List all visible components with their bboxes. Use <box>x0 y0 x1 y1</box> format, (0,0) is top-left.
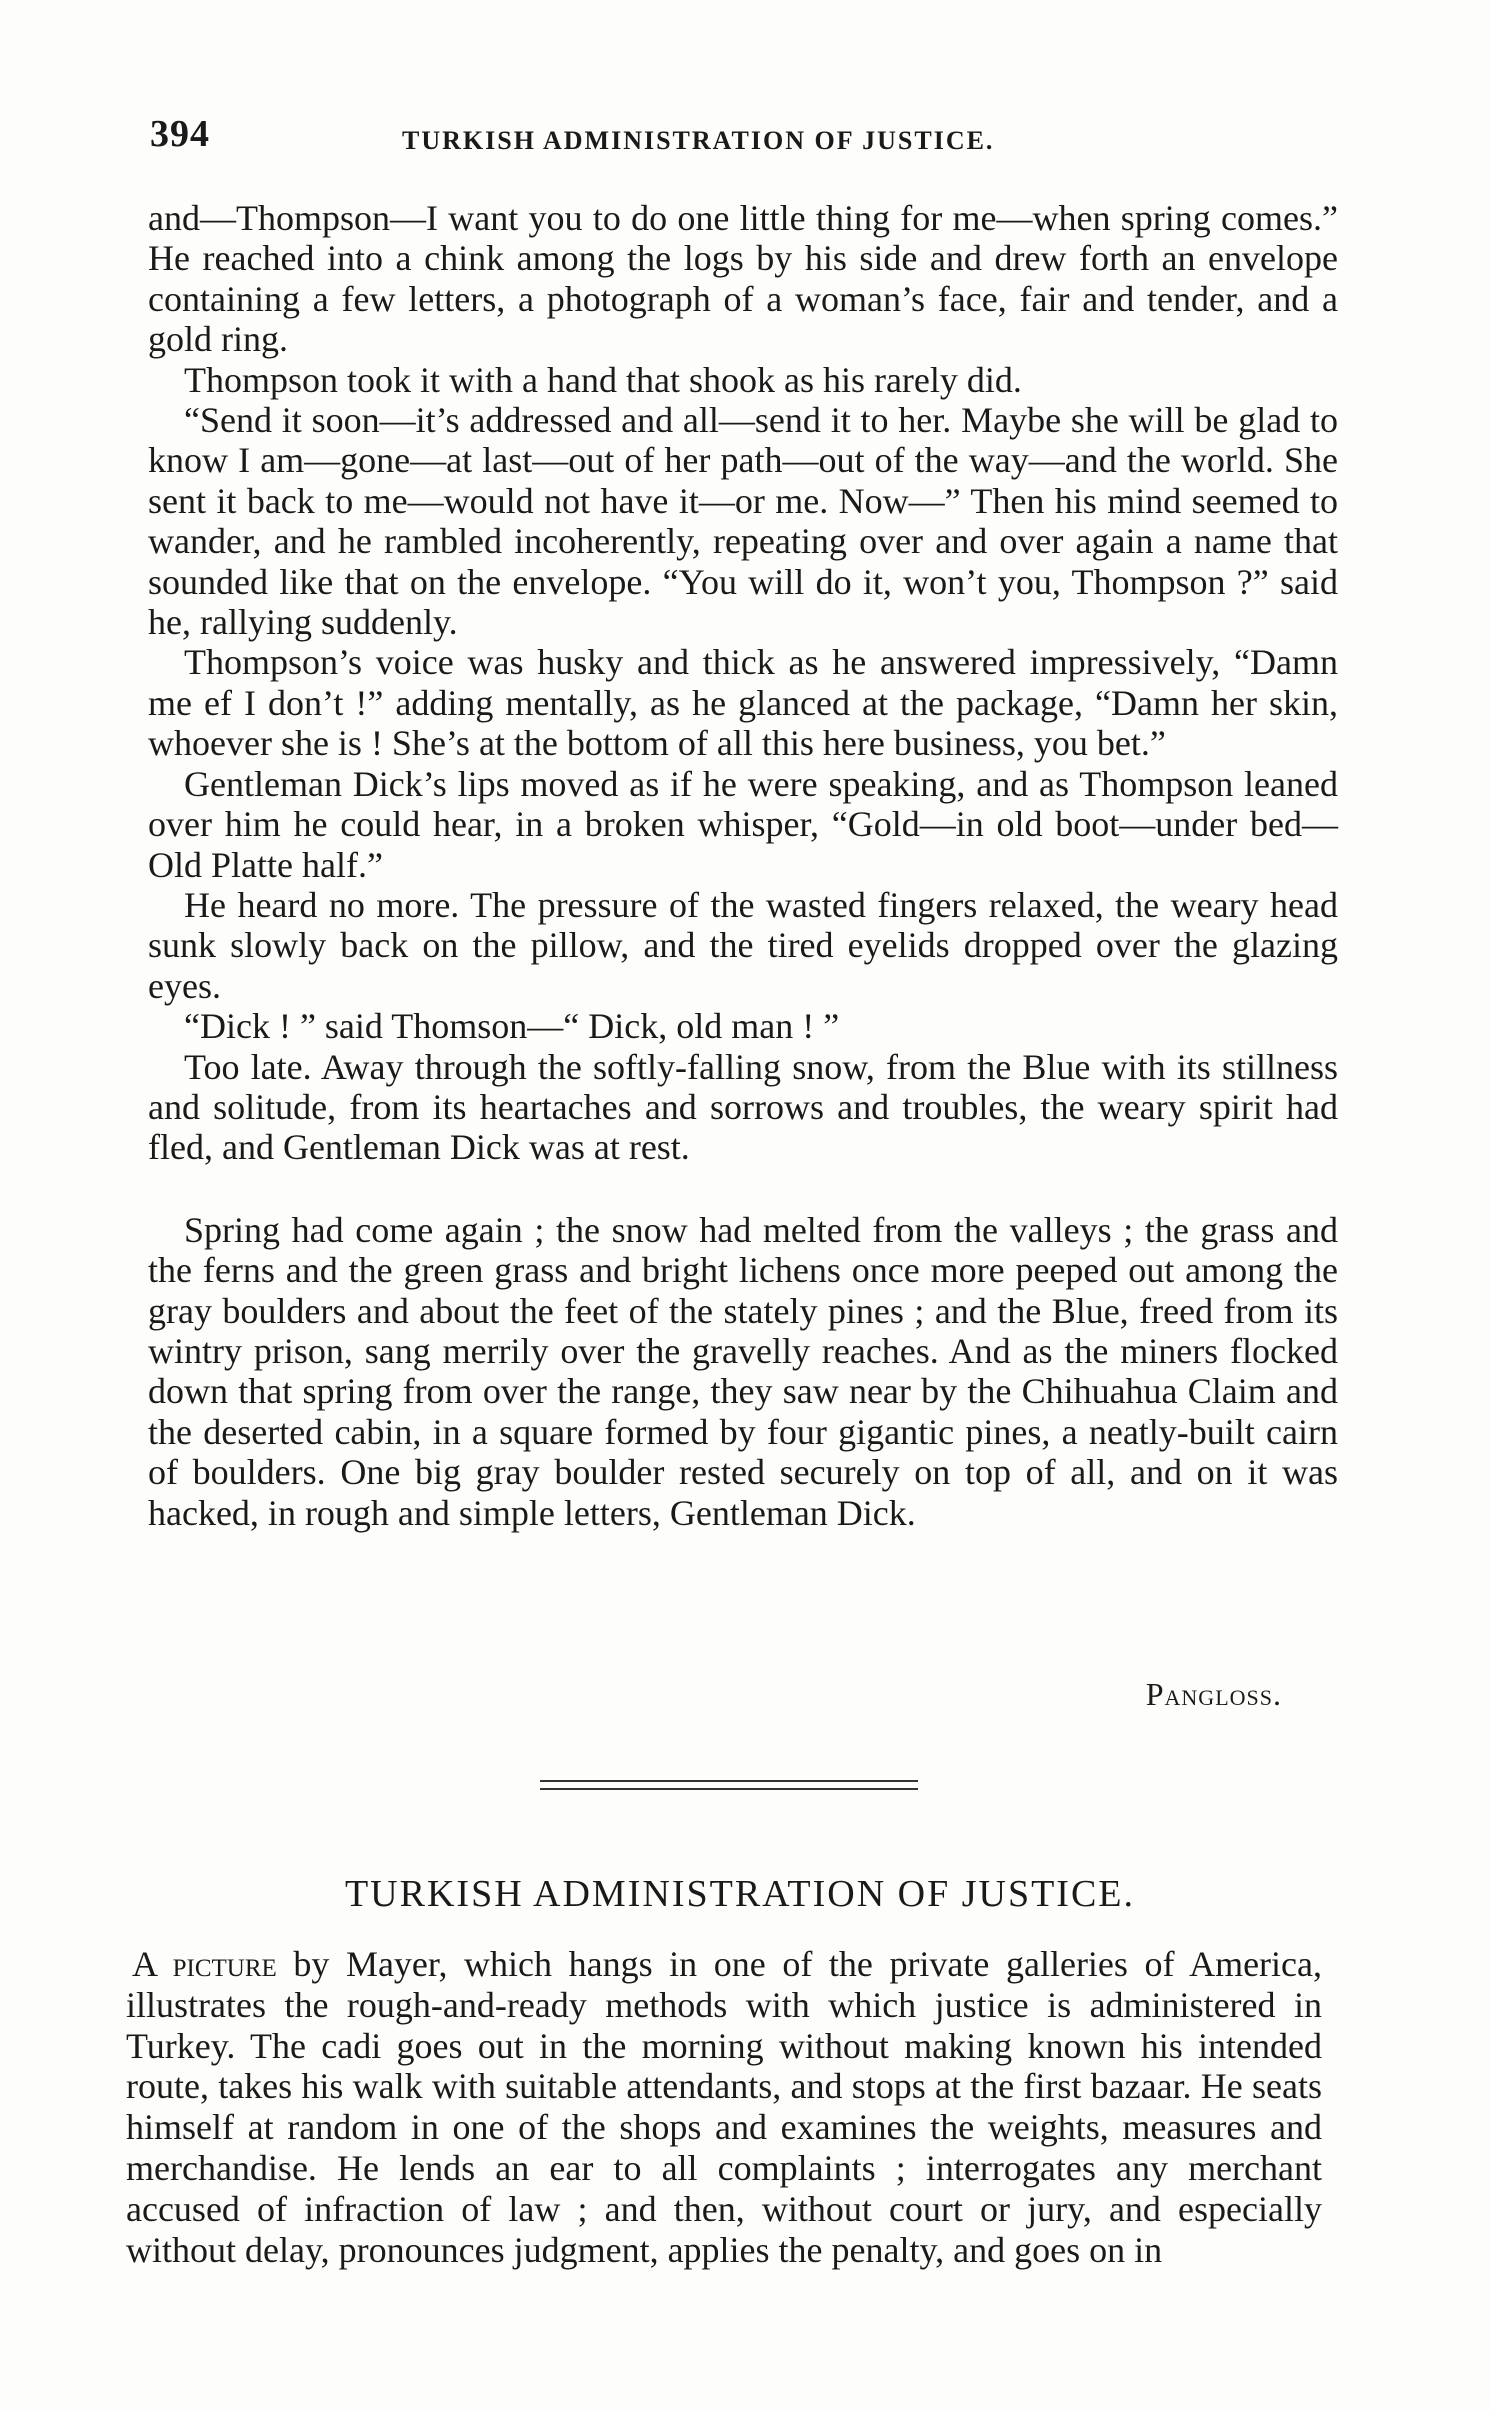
running-head <box>150 112 1320 162</box>
section-divider <box>540 1780 918 1790</box>
story-paragraph: Spring had come again ; the snow had melted from the valleys ; the grass and the ferns and the green grass and bright lichens once more peeped out among the gray boulders and about the feet of the stately pines ; and the Blue, freed from its wintry prison, sang merrily over the gravelly reaches. And as the miners flocked down that spring from over the range, they saw near by the Chihuahua Claim and the deserted cabin, in a square formed by four gigantic pines, a neatly-built cairn of boulders. One big gray boulder rested securely on top of all, and on it was hacked, in rough and simple letters, Gentleman Dick. <box>148 1209 1338 1533</box>
running-title: TURKISH ADMINISTRATION OF JUSTICE. <box>402 126 995 155</box>
story-paragraph: “Send it soon—it’s addressed and all—send it to her. Maybe she will be glad to know I am—gone—at last—out of her path—out of the way—and the world. She sent it back to me—would not have it—or me. Now—” Then his mind seemed to wander, and he rambled incoherently, repeating over and over again a name that sounded like that on the envelope. “You will do it, won’t you, Thompson ?” said he, rallying suddenly. <box>148 400 1338 643</box>
article-paragraph <box>126 1944 1322 2270</box>
article-text <box>126 1944 1322 2270</box>
story-paragraph: Thompson took it with a hand that shook as his rarely did. <box>184 359 1022 400</box>
story-paragraph: Too late. Away through the softly-falling snow, from the Blue with its stillness and solitude, from its heartaches and sorrows and troubles, the weary spirit had fled, and Gentleman Dick was at rest. <box>148 1046 1338 1168</box>
story-text <box>148 198 1338 1533</box>
article-body: by Mayer, which hangs in one of the private galleries of America, illustrates the rough-and-ready methods with which justice is administered in Turkey. The cadi goes out in the morning without making known his intended route, takes his walk with suitable attendants, and stops at the first bazaar. He seats himself at random in one of the shops and examines the weights, measures and merchandise. He lends an ear to all complaints ; interrogates any merchant accused of infraction of law ; and then, without court or jury, and especially without delay, pronounces judgment, applies the penalty, and goes on in <box>126 1944 1323 2270</box>
article-lead-in: A picture <box>132 1944 277 1984</box>
story-paragraph: Gentleman Dick’s lips moved as if he were speaking, and as Thompson leaned over him he could hear, in a broken whisper, “Gold—in old boot—under bed—Old Platte half.” <box>148 763 1338 885</box>
story-paragraph: and—Thompson—I want you to do one little thing for me—when spring comes.” He reached into a chink among the logs by his side and drew forth an envelope containing a few letters, a photograph of a woman’s face, fair and tender, and a gold ring. <box>148 198 1338 360</box>
page-number: 394 <box>150 113 210 155</box>
story-paragraph: Thompson’s voice was husky and thick as he answered impressively, “Damn me ef I don’t !” adding mentally, as he glanced at the package, “Damn her skin, whoever she is ! She’s at the bottom of all this here business, you bet.” <box>148 642 1338 764</box>
author-signature: Pangloss. <box>1145 1676 1282 1712</box>
story-paragraph: “Dick ! ” said Thomson—“ Dick, old man ! ” <box>184 1006 840 1047</box>
article-title: TURKISH ADMINISTRATION OF JUSTICE. <box>344 1873 1136 1915</box>
story-paragraph: He heard no more. The pressure of the wasted fingers relaxed, the weary head sunk slowly back on the pillow, and the tired eyelids dropped over the glazing eyes. <box>148 884 1338 1006</box>
